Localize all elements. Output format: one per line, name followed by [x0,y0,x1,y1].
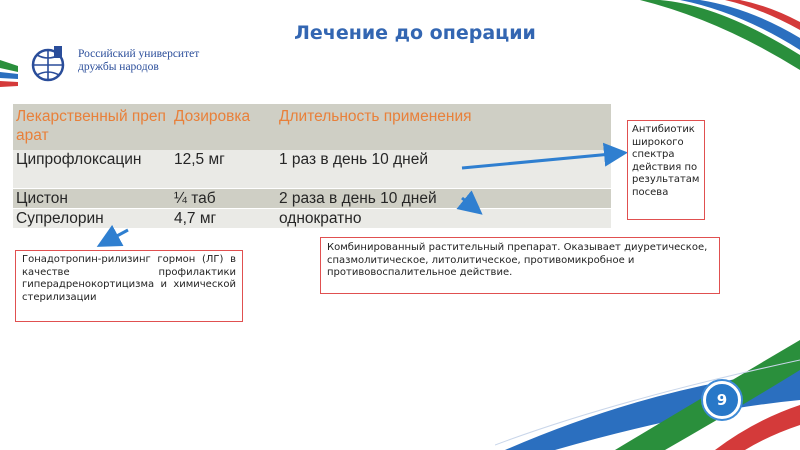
page-number-badge: 9 [703,381,741,419]
cell-drug: Супрелорин [13,209,171,229]
note-gnrh: Гонадотропин-рилизинг гормон (ЛГ) в качестве профилактики гиперадренокортицизма и химической стерилизации [15,250,243,322]
table-row [13,189,611,209]
header-drug: Лекарственный препарат [13,104,171,150]
table-row [13,209,611,229]
header-duration: Длительность применения [276,104,611,150]
cell-dosage: 4,7 мг [171,209,276,229]
cell-dosage: ¼ таб [171,189,276,209]
university-emblem-icon [28,44,72,86]
university-logo [28,44,238,86]
cell-duration: 1 раз в день 10 дней [276,150,611,189]
logo-line-2: дружбы народов [78,61,159,73]
medication-table [13,104,611,228]
table-header-row [13,104,611,150]
left-flag-decoration [0,50,18,100]
cell-drug: Цистон [13,189,171,209]
arrow-gnrh [102,230,128,244]
bottom-right-flag-decoration [495,330,800,450]
note-combined-herbal: Комбинированный растительный препарат. Оказывает диуретическое, спазмолитическое, литолитическое, противомикробное и противовоспалительное действие. [320,237,720,294]
header-dosage: Дозировка [171,104,276,150]
slide-title: Лечение до операции [294,22,536,44]
cell-duration: однократно [276,209,611,229]
cell-drug: Ципрофлоксацин [13,150,171,189]
logo-line-1: Российский университет [78,48,200,60]
cell-duration: 2 раза в день 10 дней [276,189,611,209]
note-antibiotic: Антибиотик широкого спектра действия по результатам посева [627,120,705,220]
cell-dosage: 12,5 мг [171,150,276,189]
table-row [13,150,611,189]
